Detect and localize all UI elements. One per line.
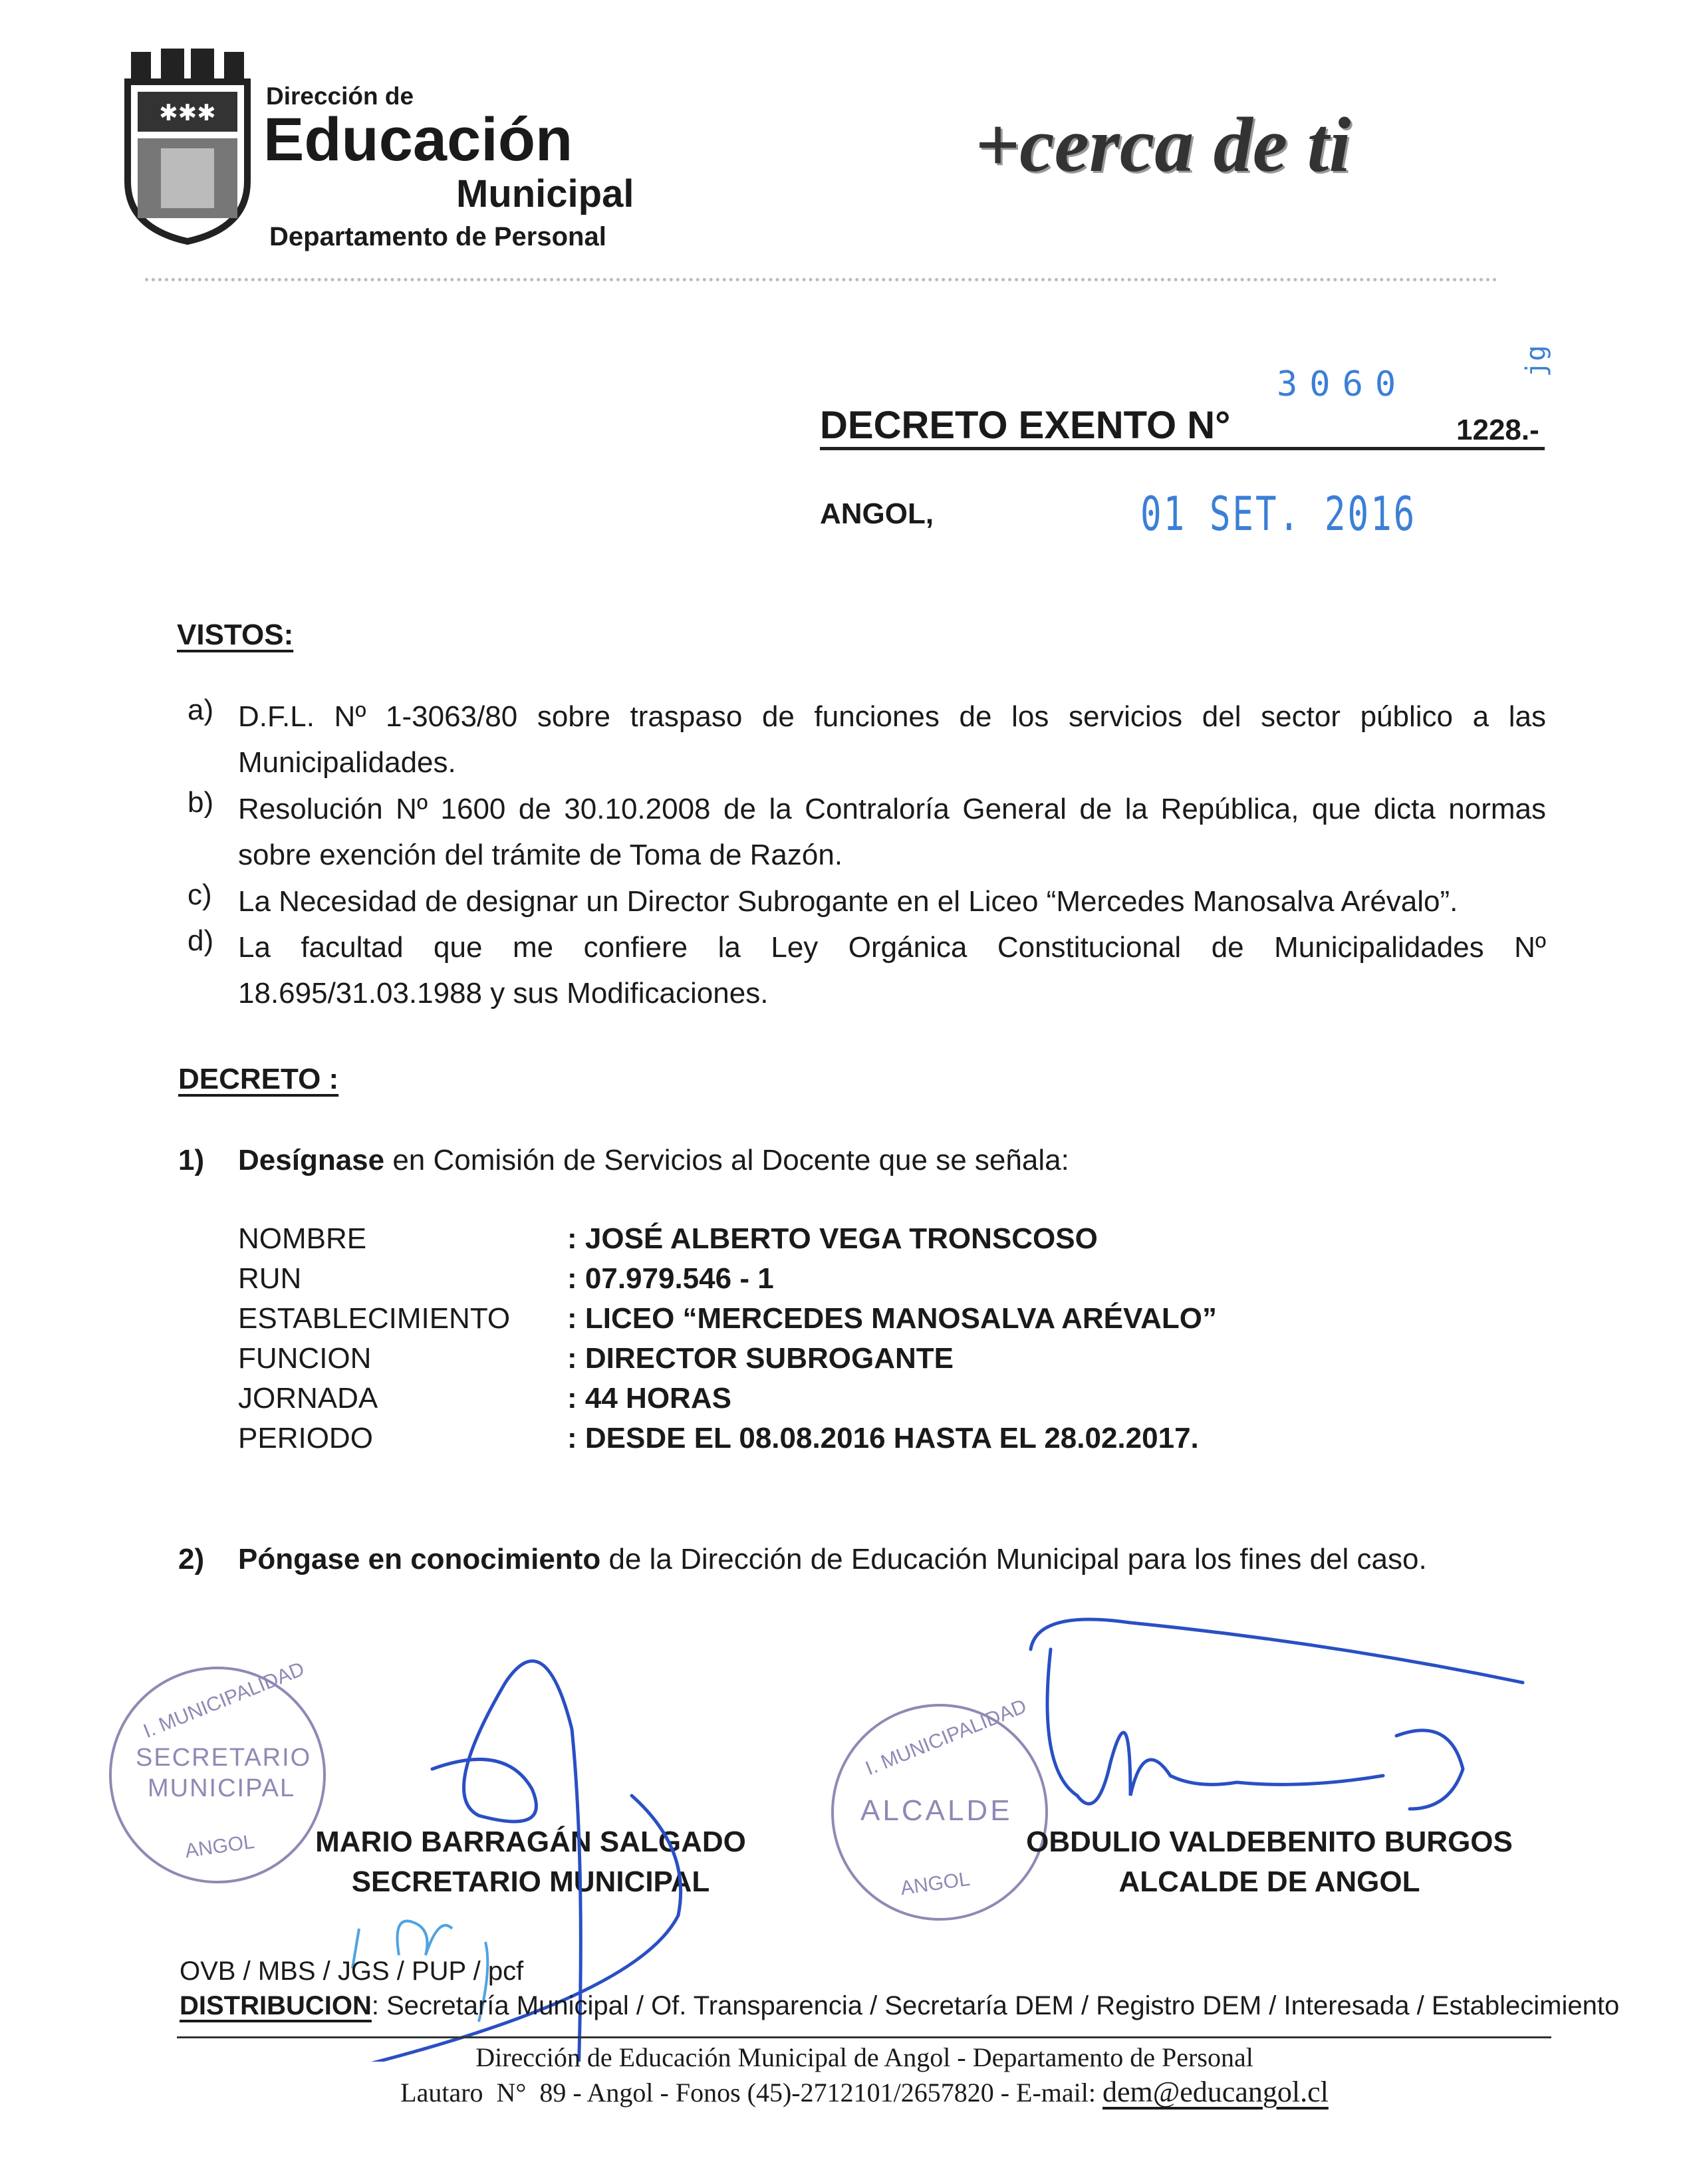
item-1-text (238, 1144, 1069, 1177)
visto-d-text: La facultad que me confiere la Ley Orgánica Constitucional de Municipalidades Nº 18.695/31.03.1988 y sus Modificaciones. (238, 931, 1546, 1010)
seal-top-text: I. MUNICIPALIDAD (862, 1695, 1030, 1780)
slogan-logo: +cerca de ti (975, 101, 1351, 188)
item-2-rest: de la Dirección de Educación Municipal para los fines del caso. (600, 1543, 1427, 1575)
visto-b-label: b) (188, 786, 214, 819)
decree-place: ANGOL, (820, 497, 934, 530)
secretario-signature-stroke (266, 1796, 681, 2062)
item-1-rest: en Comisión de Servicios al Docente que se señala: (384, 1144, 1069, 1176)
initials-line: OVB / MBS / JGS / PUP / pcf (180, 1957, 524, 1986)
header-department: Departamento de Personal (269, 222, 606, 251)
visto-c-label: c) (188, 879, 212, 911)
visto-a-label: a) (188, 694, 214, 726)
distribution-line (180, 1991, 1619, 2021)
registry-number-stamp: 3060 (1277, 364, 1408, 404)
decreto-heading: DECRETO : (178, 1063, 339, 1095)
header-line-1: Dirección de (266, 82, 414, 110)
field-value-run: : 07.979.546 - 1 (567, 1262, 774, 1295)
footer-divider (177, 2036, 1551, 2038)
vistos-heading: VISTOS: (177, 618, 294, 651)
item-2-label: 2) (178, 1543, 205, 1575)
field-value-periodo: : DESDE EL 08.08.2016 HASTA EL 28.02.2017. (567, 1422, 1199, 1454)
field-label-nombre: NOMBRE (238, 1222, 367, 1255)
svg-text:✱✱✱: ✱✱✱ (159, 100, 216, 126)
header-title: Educación (263, 106, 573, 174)
alcalde-role: ALCALDE DE ANGOL (1118, 1865, 1420, 1898)
seal-bottom-text: ANGOL (899, 1867, 971, 1900)
decree-number: 1228.- (1456, 414, 1539, 446)
visto-b-text: Resolución Nº 1600 de 30.10.2008 de la Contraloría General de la República, que dicta normas sobre exención del trámite de Toma de Razón. (238, 793, 1546, 871)
seal-bottom-text: ANGOL (184, 1830, 256, 1863)
visto-a-text: D.F.L. Nº 1-3063/80 sobre traspaso de funciones de los servicios del sector público a las Municipalidades. (238, 700, 1546, 779)
secretario-role: SECRETARIO MUNICIPAL (351, 1865, 710, 1898)
header-divider (145, 278, 1497, 281)
field-value-nombre: : JOSÉ ALBERTO VEGA TRONSCOSO (567, 1222, 1098, 1255)
item-2-text (238, 1543, 1427, 1576)
municipal-coat-of-arms-logo (124, 49, 251, 245)
distribution-label: DISTRIBUCION (180, 1991, 372, 2020)
visto-d-label: d) (188, 924, 214, 957)
footer-address: Lautaro N° 89 - Angol - Fonos (45)-2712101/2657820 - E-mail: (400, 2078, 1103, 2108)
initials-stamp: jg (1521, 344, 1552, 378)
secretario-name: MARIO BARRAGÁN SALGADO (315, 1826, 746, 1858)
alcalde-signature (1031, 1619, 1523, 1809)
distribution-list: : Secretaría Municipal / Of. Transparencia / Secretaría DEM / Registro DEM / Interesada / Establecimiento (371, 1991, 1620, 2020)
seal-mid-text-2: MUNICIPAL (148, 1774, 296, 1802)
item-2-bold: Póngase en conocimiento (238, 1543, 601, 1575)
footer-line-2 (400, 2075, 1329, 2109)
field-label-run: RUN (238, 1262, 302, 1295)
seal-top-text: I. MUNICIPALIDAD (140, 1657, 308, 1743)
field-value-jornada: : 44 HORAS (567, 1382, 731, 1415)
alcalde-name: OBDULIO VALDEBENITO BURGOS (1026, 1826, 1513, 1858)
field-label-establecimiento: ESTABLECIMIENTO (238, 1302, 511, 1335)
seal-mid-text: ALCALDE (860, 1794, 1013, 1827)
date-stamp: 01 SET. 2016 (1140, 487, 1417, 541)
field-label-jornada: JORNADA (238, 1382, 378, 1415)
field-label-funcion: FUNCION (238, 1342, 372, 1375)
item-1-label: 1) (178, 1144, 205, 1176)
decree-title: DECRETO EXENTO N° (820, 404, 1231, 447)
header-line-3: Municipal (456, 172, 634, 215)
field-label-periodo: PERIODO (238, 1422, 373, 1454)
item-1-bold: Desígnase (238, 1144, 385, 1176)
footer-line-1: Dirección de Educación Municipal de Angol - Departamento de Personal (475, 2042, 1253, 2072)
visto-c-text: La Necesidad de designar un Director Subrogante en el Liceo “Mercedes Manosalva Arévalo”. (238, 885, 1458, 918)
seal-mid-text-1: SECRETARIO (136, 1744, 312, 1772)
decree-underline (820, 447, 1545, 450)
footer-email-link[interactable]: dem@educangol.cl (1102, 2076, 1329, 2108)
field-value-establecimiento: : LICEO “MERCEDES MANOSALVA ARÉVALO” (567, 1302, 1217, 1335)
field-value-funcion: : DIRECTOR SUBROGANTE (567, 1342, 954, 1375)
